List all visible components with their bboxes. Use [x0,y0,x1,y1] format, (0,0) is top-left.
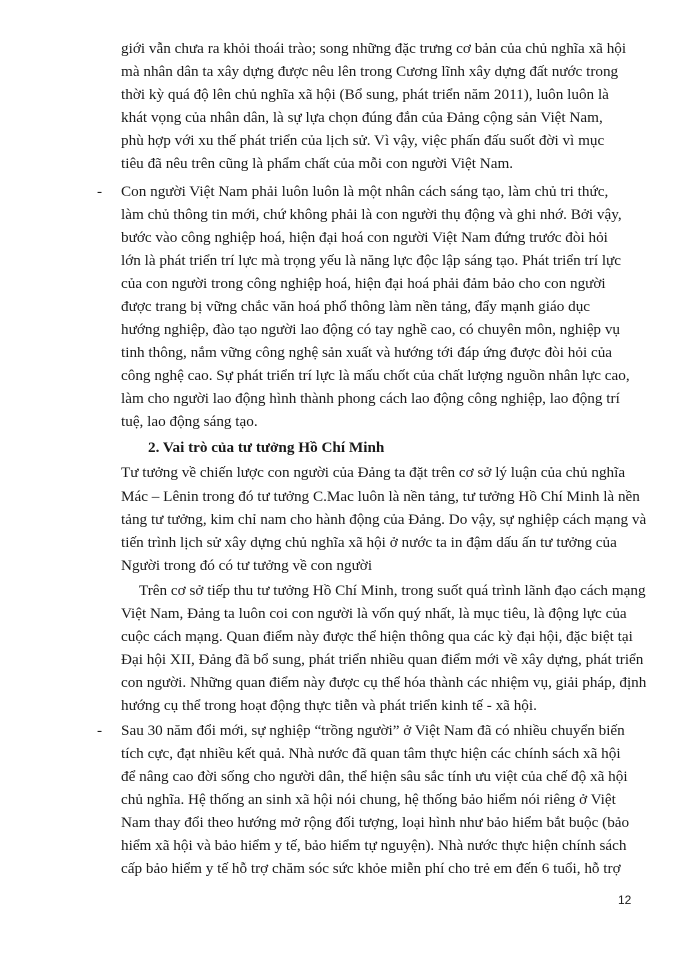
bullet-dash: - [97,722,103,739]
para2-line: tảng tư tưởng, kim chỉ nam cho hành động của Đảng. Do vậy, sự nghiệp cách mạng và [121,511,647,528]
bullet2-line: chủ nghĩa. Hệ thống an sinh xã hội nói chung, hệ thống bảo hiểm nói riêng ở Việt [121,791,616,808]
para3-line: con người. Những quan điểm này được cụ thể hóa thành các nhiệm vụ, giải pháp, định [121,674,647,691]
bullet1-line: hướng nghiệp, đào tạo người lao động có tay nghề cao, có chuyên môn, nghiệp vụ [121,321,621,338]
bullet1-line: làm chủ thông tin mới, chứ không phải là con người thụ động và ghi nhớ. Bởi vậy, [121,206,622,223]
para1-line: thời kỳ quá độ lên chủ nghĩa xã hội (Bổ sung, phát triển năm 2011), luôn luôn là [121,86,609,103]
para2-line: Tư tưởng về chiến lược con người của Đảng ta đặt trên cơ sở lý luận của chủ nghĩa [121,464,626,481]
para2-line: Người trong đó có tư tưởng về con người [121,557,373,574]
para1-line: tiêu đã nêu trên cũng là phẩm chất của mỗi con người Việt Nam. [121,155,514,172]
bullet1-line: của con người trong công nghiệp hoá, hiện đại hoá phải đảm bảo cho con người [121,275,606,292]
para3-line: hướng cụ thể trong hoạt động thực tiễn và phát triển kinh tế - xã hội. [121,697,537,714]
section-heading: 2. Vai trò của tư tưởng Hồ Chí Minh [148,439,385,456]
page-number: 12 [618,893,632,907]
bullet2-line: Nam thay đổi theo hướng mở rộng đối tượng, loại hình như bảo hiểm bắt buộc (bảo [121,814,630,831]
para3-line: Trên cơ sở tiếp thu tư tưởng Hồ Chí Minh, trong suốt quá trình lãnh đạo cách mạng [139,582,646,599]
para2-line: Mác – Lênin trong đó tư tưởng C.Mac luôn là nền tảng, tư tưởng Hồ Chí Minh là nền [121,488,640,505]
para1-line: giới vẫn chưa ra khỏi thoái trào; song những đặc trưng cơ bản của chủ nghĩa xã hội [121,40,627,57]
para1-line: phù hợp với xu thế phát triển của lịch sử. Vì vậy, việc phấn đấu suốt đời vì mục [121,132,605,149]
bullet2-line: tích cực, đạt nhiều kết quả. Nhà nước đã quan tâm thực hiện các chính sách xã hội [121,745,621,762]
bullet1-line: Con người Việt Nam phải luôn luôn là một nhân cách sáng tạo, làm chủ tri thức, [121,183,609,200]
bullet2-line: hiểm xã hội và bảo hiểm y tế, bảo hiểm tự nguyện). Nhà nước thực hiện chính sách [121,837,627,854]
para3-line: Đại hội XII, Đảng đã bổ sung, phát triển nhiều quan điểm mới về xây dựng, phát triển [121,651,644,668]
bullet1-line: bước vào công nghiệp hoá, hiện đại hoá con người Việt Nam đứng trước đòi hỏi [121,229,608,246]
bullet2-line: để nâng cao đời sống cho người dân, thể hiện sâu sắc tính ưu việt của chế độ xã hội [121,768,628,785]
para3-line: Việt Nam, Đảng ta luôn coi con người là vốn quý nhất, là mục tiêu, là động lực của [121,605,627,622]
para1-line: mà nhân dân ta xây dựng được nêu lên trong Cương lĩnh xây dựng đất nước trong [121,63,619,80]
bullet-dash: - [97,183,103,200]
para1-line: khát vọng của nhân dân, là sự lựa chọn đúng đắn của Đảng cộng sản Việt Nam, [121,109,603,126]
bullet2-line: Sau 30 năm đổi mới, sự nghiệp “trồng người” ở Việt Nam đã có nhiều chuyển biến [121,722,625,739]
para2-line: tiến trình lịch sử xây dựng chủ nghĩa xã hội ở nước ta in đậm dấu ấn tư tưởng của [121,534,617,551]
bullet1-line: làm cho người lao động hình thành phong cách lao động công nghiệp, lao động trí [121,390,620,407]
bullet1-line: lớn là phát triển trí lực mà trọng yếu là năng lực độc lập sáng tạo. Phát triển trí lực [121,252,622,269]
bullet2-line: cấp bảo hiểm y tế hỗ trợ chăm sóc sức khỏe miễn phí cho trẻ em đến 6 tuổi, hỗ trợ [121,860,621,877]
bullet1-line: tinh thông, nắm vững công nghệ sản xuất và hướng tới đáp ứng được đòi hỏi của [121,344,613,361]
bullet1-line: tuệ, lao động sáng tạo. [121,413,258,430]
bullet1-line: công nghệ cao. Sự phát triển trí lực là mấu chốt của chất lượng nguồn nhân lực cao, [121,367,630,384]
bullet1-line: được trang bị vững chắc văn hoá phổ thông làm nền tảng, đẩy mạnh giáo dục [121,298,591,315]
para3-line: cuộc cách mạng. Quan điểm này được thể hiện thông qua các kỳ đại hội, đặc biệt tại [121,628,633,645]
